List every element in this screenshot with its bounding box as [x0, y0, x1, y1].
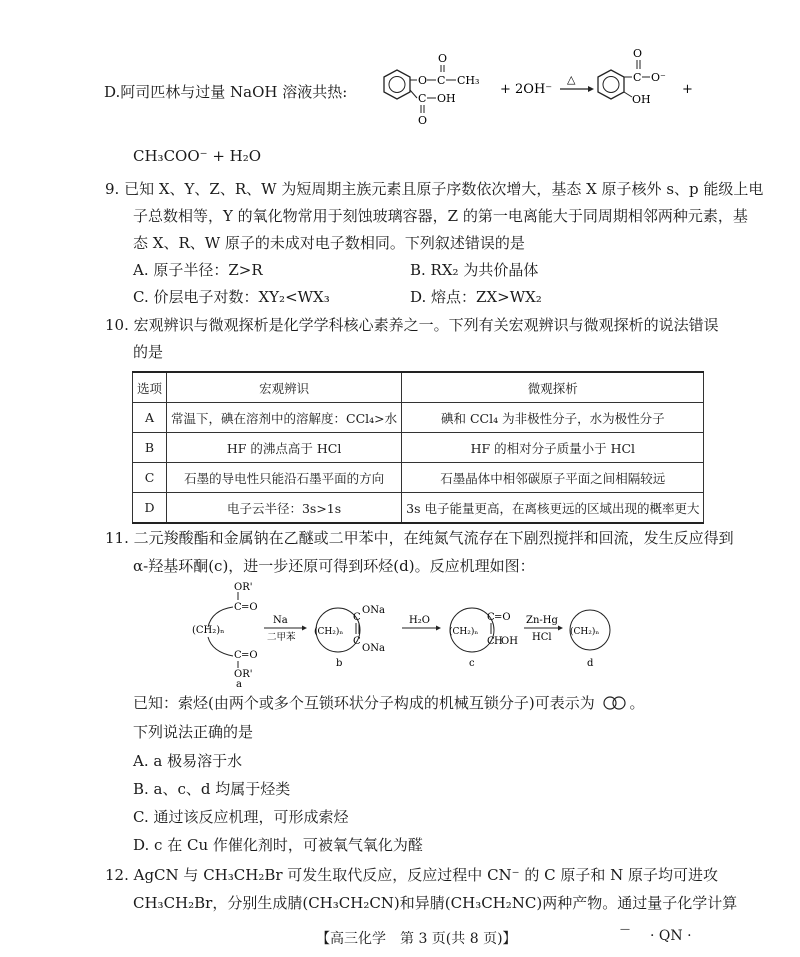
acid-oh: OH	[437, 92, 456, 105]
q8-option-d-prefix: D.阿司匹林与过量 NaOH 溶液共热:	[104, 83, 348, 101]
table-cell: HF 的沸点高于 HCl	[167, 433, 402, 463]
q11-known-text: 已知：索烃(由两个或多个互锁环状分子构成的机械互锁分子)可表示为	[133, 694, 595, 712]
table-row	[133, 493, 704, 524]
footer-page-label: 【高三化学 第 3 页(共 8 页)】	[316, 931, 517, 947]
footer-brand: · QN ·	[650, 928, 692, 944]
reagent-xylene: 二甲苯	[267, 632, 296, 643]
table-cell: 石墨晶体中相邻碳原子平面之间相隔较远	[402, 463, 704, 493]
q9-option-a: A. 原子半径：Z>R	[133, 261, 263, 279]
a-eq-o-bottom: =O	[241, 650, 258, 661]
c-eq-o: =O	[494, 612, 511, 623]
q9-line-3: 态 X、R、W 原子的未成对电子数相同。下列叙述错误的是	[133, 234, 525, 252]
q8-option-d-tail: CH₃COO⁻ + H₂O	[133, 147, 262, 165]
benzene-ring-left	[384, 70, 410, 99]
trailing-plus: +	[682, 82, 693, 97]
table-row	[133, 463, 704, 493]
ester-c: C	[437, 74, 446, 87]
q10-table	[132, 371, 704, 524]
reagent-h2o: H₂O	[409, 615, 430, 626]
table-cell: D	[133, 493, 167, 524]
q11-option-b: B. a、c、d 均属于烃类	[133, 780, 291, 798]
q9-option-b: B. RX₂ 为共价晶体	[410, 261, 539, 279]
a-or-top: OR'	[234, 582, 253, 593]
table-header-row	[133, 372, 704, 403]
benzene-ring-right	[598, 70, 624, 99]
a-eq-o-top: =O	[241, 602, 258, 613]
a-ch2n: (CH₂)ₙ	[192, 625, 225, 636]
a-c-bottom: C	[234, 650, 242, 661]
table-cell: 碘和 CCl₄ 为非极性分子，水为极性分子	[402, 403, 704, 433]
table-cell: HF 的相对分子质量小于 HCl	[402, 433, 704, 463]
heat-symbol: △	[567, 73, 576, 86]
c-ch2n: (CH₂)ₙ	[449, 627, 479, 637]
table-cell: 3s 电子能量更高，在离核更远的区域出现的概率更大	[402, 493, 704, 524]
table-cell: 常温下，碘在溶剂中的溶解度：CCl₄>水	[167, 403, 402, 433]
table-header-cell: 微观探析	[402, 372, 704, 403]
table-cell: C	[133, 463, 167, 493]
methyl-group: CH₃	[457, 74, 480, 87]
product-o-minus: O⁻	[651, 71, 666, 84]
table-header-cell: 宏观辨识	[167, 372, 402, 403]
q11-reaction-scheme	[190, 580, 630, 690]
c-c-top: C	[487, 612, 495, 623]
label-d: d	[587, 658, 594, 669]
label-a: a	[236, 679, 242, 690]
aspirin-reaction-scheme	[370, 40, 700, 140]
product-oh: OH	[632, 93, 651, 106]
c-h: H	[494, 636, 503, 647]
product-carbonyl-o: O	[633, 47, 643, 60]
carbonyl-o-bottom: O	[418, 114, 428, 127]
a-c-top: C	[234, 602, 242, 613]
ester-o: O	[418, 74, 428, 87]
q9-option-c: C. 价层电子对数：XY₂<WX₃	[133, 288, 330, 306]
q11-line-2: α-羟基环酮(c)，进一步还原可得到环烃(d)。反应机理如图：	[133, 557, 535, 575]
q10-line-2: 的是	[133, 343, 164, 361]
footer-dash: —	[620, 924, 630, 935]
q9-line-1: 9. 已知 X、Y、Z、R、W 为短周期主族元素且原子序数依次增大，基态 X 原子核外 s、p 能级上电	[105, 180, 764, 198]
table-row	[133, 433, 704, 463]
table-cell: 石墨的导电性只能沿石墨平面的方向	[167, 463, 402, 493]
acid-c: C	[418, 92, 427, 105]
reagent-znhg: Zn-Hg	[526, 615, 558, 626]
b-c-bottom: C	[353, 636, 361, 647]
b-ona-top: ONa	[362, 605, 385, 616]
table-row	[133, 403, 704, 433]
b-ch2n: (CH₂)ₙ	[314, 627, 344, 637]
q11-option-d: D. c 在 Cu 作催化剂时，可被氧气氧化为醛	[133, 836, 423, 854]
a-or-bottom: OR'	[234, 669, 253, 680]
q12-line-1: 12. AgCN 与 CH₃CH₂Br 可发生取代反应，反应过程中 CN⁻ 的 C 原子和 N 原子均可进攻	[105, 866, 719, 884]
label-b: b	[336, 658, 343, 669]
q11-question: 下列说法正确的是	[133, 723, 254, 741]
b-ona-bottom: ONa	[362, 643, 385, 654]
table-cell: 电子云半径：3s>1s	[167, 493, 402, 524]
q10-line-1: 10. 宏观辨识与微观探析是化学学科核心素养之一。下列有关宏观辨识与微观探析的说法错误	[105, 316, 719, 334]
d-ch2n: (CH₂)ₙ	[570, 627, 600, 637]
c-oh: OH	[501, 636, 518, 647]
q9-line-2: 子总数相等，Y 的氧化物常用于刻蚀玻璃容器，Z 的第一电离能大于同周期相邻两种元素，基	[133, 207, 748, 225]
product-c: C	[633, 71, 642, 84]
q11-option-c: C. 通过该反应机理，可形成索烃	[133, 808, 349, 826]
reagent-na: Na	[273, 615, 288, 626]
q12-line-2: CH₃CH₂Br，分别生成腈(CH₃CH₂CN)和异腈(CH₃CH₂NC)两种产物。通过量子化学计算	[133, 894, 738, 912]
carbonyl-o-top: O	[438, 52, 448, 65]
q11-line-1: 11. 二元羧酸酯和金属钠在乙醚或二甲苯中，在纯氮气流存在下剧烈搅拌和回流，发生反应得到	[105, 529, 734, 547]
table-cell: B	[133, 433, 167, 463]
catenane-symbol-icon	[600, 695, 630, 711]
reactant-plus-2oh: + 2OH⁻	[500, 82, 553, 97]
q11-option-a: A. a 极易溶于水	[133, 752, 243, 770]
c-c-bottom: C	[487, 636, 495, 647]
q9-option-d: D. 熔点：ZX>WX₂	[410, 288, 542, 306]
b-c-top: C	[353, 612, 361, 623]
table-cell: A	[133, 403, 167, 433]
label-c: c	[469, 658, 475, 669]
table-header-cell: 选项	[133, 372, 167, 403]
reagent-hcl: HCl	[532, 632, 552, 643]
